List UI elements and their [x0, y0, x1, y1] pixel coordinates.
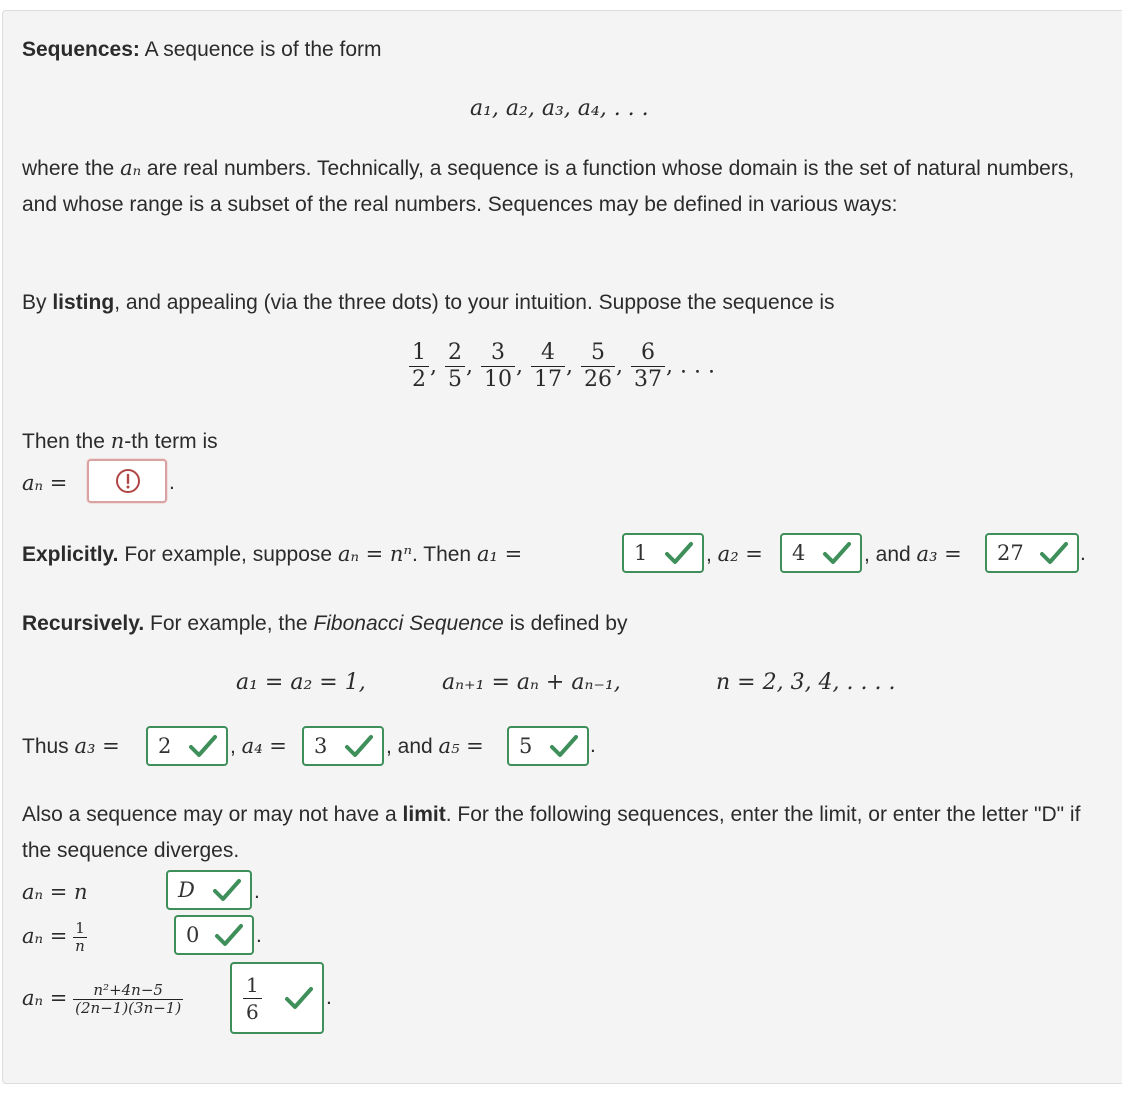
- check-icon: [822, 541, 852, 565]
- limit-row2-answer[interactable]: 0: [174, 915, 254, 955]
- check-icon: [188, 734, 218, 758]
- limit-row2-fraction: $\frac{1}{n}$: [75, 918, 85, 955]
- fibonacci-label: Fibonacci Sequence: [313, 612, 504, 635]
- a1-answer[interactable]: 1: [622, 533, 704, 573]
- listing-line: By listing, and appealing (via the three dots) to your intuition. Suppose the sequence is: [22, 291, 835, 314]
- limit-row1-label: aₙ = n: [22, 880, 88, 904]
- limit-row3-fraction: $\frac{\text{n²+4n−5}}{(2n-1)(3n-1)}$: [75, 980, 182, 1017]
- limit-row3-label: aₙ = $\frac{\text{n²+4n−5}}{(2n-1)(3n-1)}$: [22, 980, 182, 1017]
- a3-answer[interactable]: 27: [985, 533, 1079, 573]
- fib-a5-label: a₅ =: [438, 734, 484, 758]
- fib-a3-answer[interactable]: 2: [146, 726, 228, 766]
- listing-bold: listing: [52, 291, 115, 314]
- limits-paragraph: Also a sequence may or may not have a limit. For the following sequences, enter the limit, or enter the letter "D" if the sequence diverges.: [22, 803, 1081, 862]
- limit-bold: limit: [402, 803, 446, 826]
- check-icon: [549, 734, 579, 758]
- listing-fractions: $\frac{1}{2}$ , $\frac{2}{5}$ , $\frac{3}{10}$ , $\frac{4}{17}$ , $\frac{5}{26}$ , $\frac{6}{37}$ , . . .: [408, 340, 715, 393]
- intro-paragraph: where the aₙ are real numbers. Technically, a sequence is a function whose domain is the set of natural numbers, and whose range is a subset of the real numbers. Sequences may be defined in various ways:: [22, 156, 1075, 216]
- check-icon: [284, 986, 314, 1010]
- explicit-line: Explicitly. For example, suppose aₙ = nⁿ. Then a₁ =: [22, 542, 523, 566]
- fraction: $\frac{4}{17}$: [531, 340, 565, 393]
- check-icon: [344, 734, 374, 758]
- recursive-line: Recursively. For example, the Fibonacci Sequence is defined by: [22, 612, 628, 635]
- fraction: $\frac{3}{10}$: [481, 340, 515, 393]
- intro-line: [22, 32, 382, 68]
- explicit-formula: aₙ = nⁿ: [337, 542, 412, 566]
- fraction: $\frac{5}{26}$: [581, 340, 615, 393]
- fraction: $\frac{2}{5}$: [445, 340, 465, 393]
- sequence-display: a₁, a₂, a₃, a₄, . . .: [470, 96, 649, 121]
- a2-answer[interactable]: 4: [780, 533, 862, 573]
- recursive-bold: Recursively.: [22, 612, 145, 635]
- ellipsis: , . . .: [666, 353, 715, 379]
- fib-a3-label: a₃ =: [74, 734, 120, 758]
- explicit-bold: Explicitly.: [22, 543, 119, 566]
- a2-label: a₂ =: [717, 542, 763, 566]
- fraction: $\frac{6}{37}$: [631, 340, 665, 393]
- thus-line: Thus a₃ =: [22, 734, 120, 758]
- limit-row2-label: aₙ = $\frac{1}{n}$: [22, 918, 85, 955]
- fraction: $\frac{1}{2}$: [409, 340, 429, 393]
- check-icon: [214, 923, 244, 947]
- intro-label: Sequences:: [22, 38, 140, 61]
- an-label: aₙ =: [22, 471, 68, 495]
- nth-term-line: Then the n-th term is: [22, 429, 218, 453]
- recursive-eq3: n = 2, 3, 4, . . . .: [716, 670, 896, 695]
- check-icon: [664, 541, 694, 565]
- fib-a5-answer[interactable]: 5: [507, 726, 589, 766]
- error-icon: [115, 468, 141, 494]
- recursive-eq1: a₁ = a₂ = 1,: [236, 670, 366, 695]
- check-icon: [212, 878, 242, 902]
- a3-label: a₃ =: [916, 542, 962, 566]
- limit-row3-answer[interactable]: [230, 962, 324, 1034]
- a1-label: a₁ =: [476, 542, 523, 566]
- check-icon: [1039, 541, 1069, 565]
- answer-fraction: $\frac{1}{6}$: [243, 972, 262, 1025]
- fib-a4-answer[interactable]: 3: [302, 726, 384, 766]
- recursive-eq2: aₙ₊₁ = aₙ + aₙ₋₁,: [442, 670, 621, 695]
- an-answer-input[interactable]: [87, 459, 167, 503]
- limit-row1-answer[interactable]: D: [166, 870, 252, 910]
- intro-text: A sequence is of the form: [139, 38, 382, 61]
- fib-a4-label: a₄ =: [241, 734, 287, 758]
